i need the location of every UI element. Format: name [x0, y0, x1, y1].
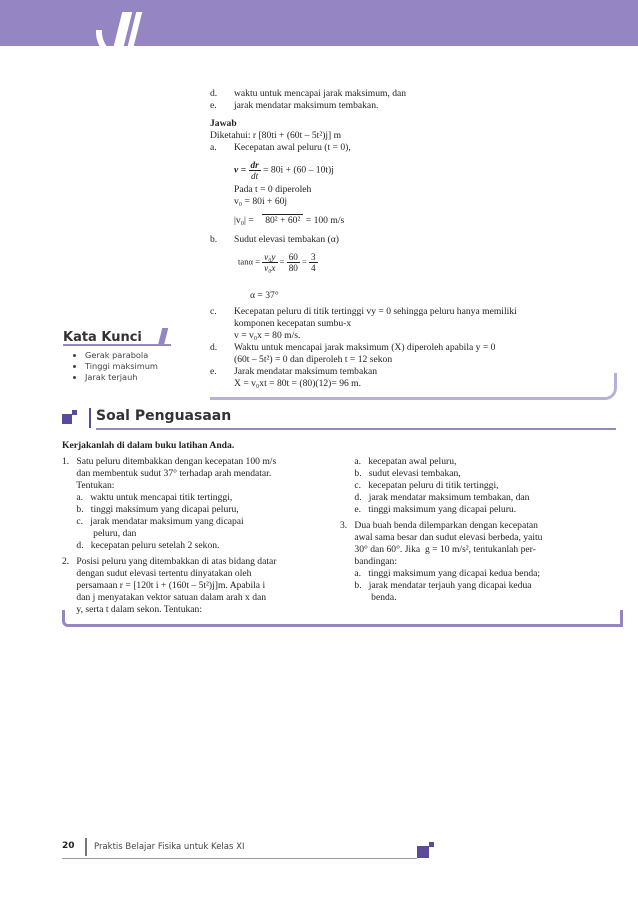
answer-c-line2: komponen kecepatan sumbu-x — [234, 318, 352, 329]
answer-b-text: Sudut elevasi tembakan (α) — [234, 234, 339, 245]
keyword-item: • Jarak terjauh — [85, 372, 171, 383]
soal-line: Tentukan: — [62, 480, 115, 491]
soal-frame — [62, 610, 623, 627]
soal-line: awal sama besar dan sudut elevasi berbeda, yaitu — [340, 532, 543, 543]
sqrt-radicand: 80² + 60² — [262, 214, 303, 227]
diketahui-line: Diketahui: r [80ti + (60t – 5t²)j] m — [210, 130, 342, 141]
kata-kunci-box — [63, 344, 171, 388]
header-underline — [96, 428, 616, 430]
v0-magnitude-lhs: |v₀| = — [234, 215, 254, 226]
v0-line: v₀ = 80i + 60j — [234, 196, 288, 207]
footer-line — [62, 858, 417, 859]
answer-c-line3: v = v₀x = 80 m/s. — [234, 330, 301, 341]
soal-title: Soal Penguasaan — [96, 408, 232, 424]
question-d-text: waktu untuk mencapai jarak maksimum, dan — [234, 88, 407, 99]
soal-left-column — [62, 456, 332, 616]
tan-label: tanα = — [238, 256, 260, 267]
answer-c-text: Kecepatan peluru di titik tertinggi vy = 0 sehingga peluru hanya memiliki — [234, 306, 517, 317]
soal-line: y, serta t dalam sekon. Tentukan: — [62, 604, 203, 615]
square-icon — [72, 410, 77, 415]
pada-line: Pada t = 0 diperoleh — [234, 184, 312, 195]
soal-line: persamaan r = [120t i + (160t – 5t²)j]m. Apabila i — [62, 580, 266, 591]
fraction-denominator: 80 — [288, 263, 298, 273]
derivative-fraction — [249, 160, 261, 181]
kata-kunci-title: Kata Kunci — [63, 330, 142, 345]
soal-line: benda. — [340, 592, 397, 603]
soal-line: 1. Satu peluru ditembakkan dengan kecepatan 100 m/s — [62, 456, 277, 467]
fraction-numerator: 3 — [311, 252, 316, 262]
soal-line: 3. Dua buah benda dilemparkan dengan kecepatan — [340, 520, 538, 531]
answer-e-text: Jarak mendatar maksimum tembakan — [234, 366, 378, 377]
answer-e-line2: X = v₀xt = 80t = (80)(12)= 96 m. — [234, 378, 362, 389]
answer-a-text: Kecepatan awal peluru (t = 0), — [234, 142, 351, 153]
question-e-text: jarak mendatar maksimum tembakan. — [234, 100, 379, 111]
answer-box-border — [210, 373, 617, 400]
soal-right-column — [340, 456, 616, 604]
item-marker: c. — [210, 306, 217, 317]
soal-header — [62, 406, 617, 430]
soal-line: d. jarak mendatar maksimum tembakan, dan — [340, 492, 530, 503]
v0-magnitude-rhs: = 100 m/s — [305, 215, 345, 226]
tan-fraction-1 — [262, 252, 277, 273]
soal-line: 30° dan 60°. Jika g = 10 m/s², tentukanlah per- — [340, 544, 536, 555]
item-marker: b. — [210, 234, 218, 245]
keyword-item: • Gerak parabola — [85, 350, 171, 361]
velocity-eq-lhs: v = — [234, 164, 247, 176]
soal-line: c. kecepatan peluru di titik tertinggi, — [340, 480, 499, 491]
soal-line: dan membentuk sudut 37° terhadap arah mendatar. — [62, 468, 272, 479]
header-curve-decoration — [96, 30, 150, 62]
item-marker: d. — [210, 88, 218, 99]
keyword-item: • Tinggi maksimum — [85, 361, 171, 372]
tan-fraction-2 — [287, 252, 300, 273]
soal-line: bandingan: — [340, 556, 398, 567]
header-band — [0, 0, 638, 46]
soal-line: dan j menyatakan vektor satuan dalam arah x dan — [62, 592, 267, 603]
fraction-numerator: 60 — [288, 252, 298, 262]
soal-line: a. kecepatan awal peluru, — [340, 456, 457, 467]
derivative-denominator: dt — [251, 171, 259, 181]
fraction-denominator: v₀x — [264, 263, 276, 273]
fraction-denominator: 4 — [311, 263, 316, 273]
soal-line: 2. Posisi peluru yang ditembakkan di atas bidang datar — [62, 556, 277, 567]
item-marker: a. — [210, 142, 217, 153]
soal-line: e. tinggi maksimum yang dicapai peluru. — [340, 504, 517, 515]
square-icon — [429, 842, 434, 847]
item-marker: d. — [210, 342, 218, 353]
soal-line: c. jarak mendatar maksimum yang dicapai — [62, 516, 244, 527]
soal-line: d. kecepatan peluru setelah 2 sekon. — [62, 540, 220, 551]
soal-line: peluru, dan — [62, 528, 137, 539]
soal-intro: Kerjakanlah di dalam buku latihan Anda. — [62, 440, 235, 451]
item-marker: e. — [210, 100, 217, 111]
footer-divider — [85, 838, 87, 856]
jawab-label: Jawab — [210, 118, 237, 129]
soal-line: b. sudut elevasi tembakan, — [340, 468, 461, 479]
square-icon — [62, 414, 72, 424]
fraction-numerator: v₀y — [264, 252, 276, 262]
tan-fraction-3 — [309, 252, 318, 273]
equals-sign: = — [279, 256, 285, 267]
answer-d-line2: (60t – 5t²) = 0 dan diperoleh t = 12 sekon — [234, 354, 393, 365]
item-marker: e. — [210, 366, 217, 377]
soal-line: a. tinggi maksimum yang dicapai kedua benda; — [340, 568, 541, 579]
velocity-eq-rhs: = 80i + (60 – 10t)j — [263, 164, 334, 176]
soal-line: b. tinggi maksimum yang dicapai peluru, — [62, 504, 239, 515]
soal-line: b. jarak mendatar terjauh yang dicapai kedua — [340, 580, 532, 591]
page-number: 20 — [62, 841, 75, 851]
soal-line: dengan sudut elevasi tertentu dinyatakan oleh — [62, 568, 252, 579]
derivative-numerator: dr — [250, 160, 259, 170]
header-bar-decoration — [89, 408, 91, 428]
square-icon — [417, 846, 429, 858]
equals-sign: = — [302, 256, 307, 267]
answer-d-text: Waktu untuk mencapai jarak maksimum (X) diperoleh apabila y = 0 — [234, 342, 496, 353]
footer-book-title: Praktis Belajar Fisika untuk Kelas XI — [94, 842, 245, 852]
alpha-result: α = 37° — [250, 290, 279, 301]
soal-line: a. waktu untuk mencapai titik tertinggi, — [62, 492, 233, 503]
